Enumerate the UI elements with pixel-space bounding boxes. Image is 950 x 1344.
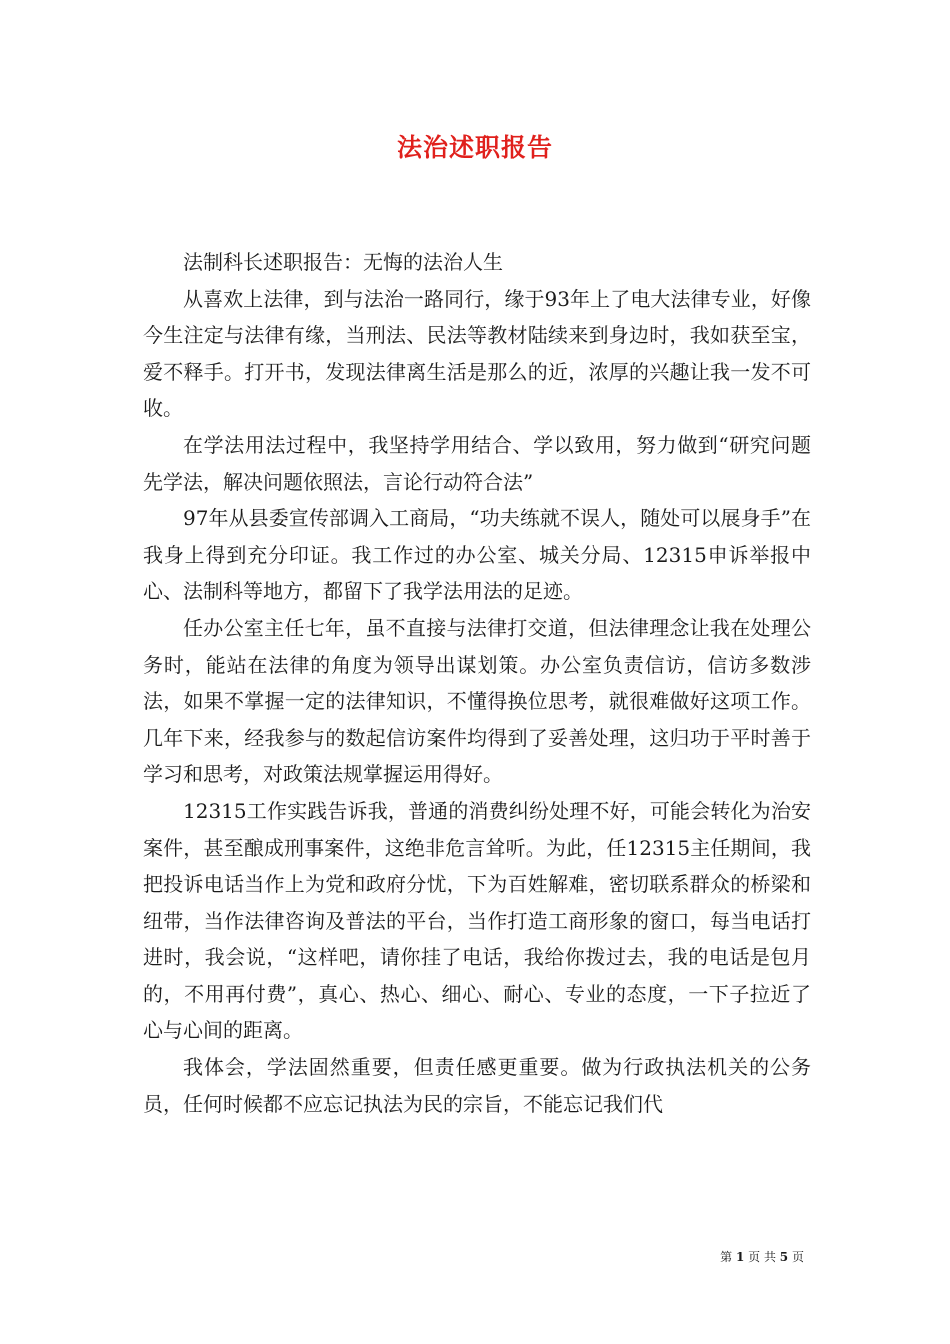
footer-suffix: 页 — [791, 1250, 804, 1264]
paragraph: 从喜欢上法律，到与法治一路同行，缘于93年上了电大法律专业，好像今生注定与法律有缘，当刑法、民法等教材陆续来到身边时，我如获至宝，爱不释手。打开书，发现法律离生活是那么的近，浓厚的兴趣让我一发不可收。 — [143, 286, 811, 421]
paragraph: 12315工作实践告诉我，普通的消费纠纷处理不好，可能会转化为治安案件，甚至酿成刑事案件，这绝非危言耸听。为此，任12315主任期间，我把投诉电话当作上为党和政府分忧，下为百姓解难，密切联系群众的桥梁和纽带，当作法律咨询及普法的平台，当作打造工商形象的窗口，每当电话打进时，我会说，“这样吧，请你挂了电话，我给你拨过去，我的电话是包月的，不用再付费”，真心、热心、细心、耐心、专业的态度，一下子拉近了心与心间的距离。 — [143, 798, 811, 1043]
paragraph: 97年从县委宣传部调入工商局，“功夫练就不误人，随处可以展身手”在我身上得到充分印证。我工作过的办公室、城关分局、12315申诉举报中心、法制科等地方，都留下了我学法用法的足迹。 — [143, 506, 811, 604]
paragraph: 我体会，学法固然重要，但责任感更重要。做为行政执法机关的公务员，任何时候都不应忘记执法为民的宗旨，不能忘记我们代 — [143, 1055, 811, 1116]
paragraph-subtitle: 法制科长述职报告：无悔的法治人生 — [183, 250, 503, 274]
paragraph: 任办公室主任七年，虽不直接与法律打交道，但法律理念让我在处理公务时，能站在法律的角度为领导出谋划策。办公室负责信访，信访多数涉法，如果不掌握一定的法律知识，不懂得换位思考，就很难做好这项工作。几年下来，经我参与的数起信访案件均得到了妥善处理，这归功于平时善于学习和思考，对政策法规掌握运用得好。 — [143, 615, 811, 787]
document-title: 法治述职报告 — [396, 133, 553, 162]
paragraph: 在学法用法过程中，我坚持学用结合、学以致用，努力做到“研究问题先学法，解决问题依照法，言论行动符合法” — [143, 432, 811, 494]
total-page-number: 5 — [779, 1250, 789, 1264]
footer-prefix: 第 — [720, 1250, 733, 1264]
page-number-footer — [720, 1248, 804, 1265]
current-page-number: 1 — [735, 1250, 745, 1264]
document-body — [143, 244, 811, 1122]
footer-middle: 页 共 — [748, 1250, 776, 1264]
